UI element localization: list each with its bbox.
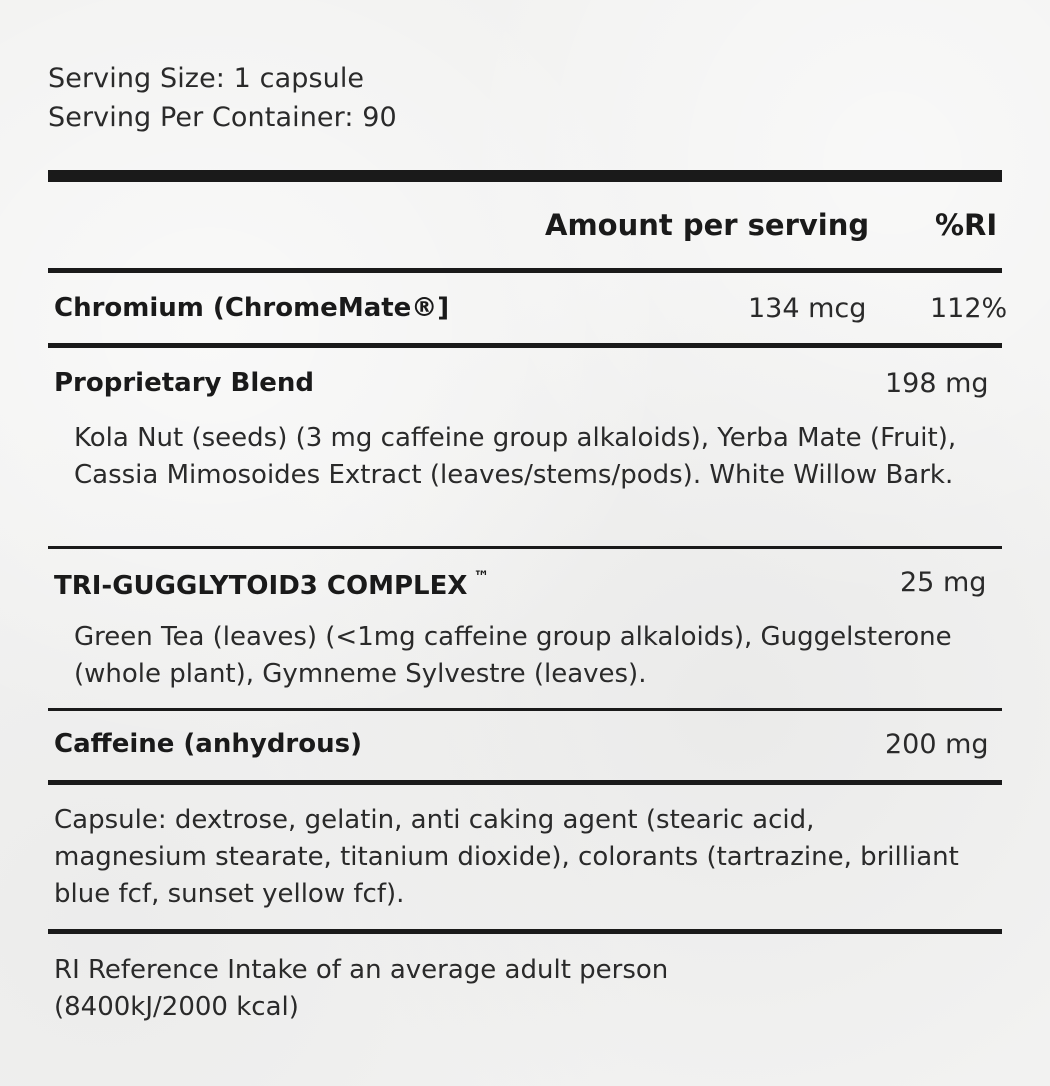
serving-size: Serving Size: 1 capsule [48,63,365,94]
footer-divider [48,929,1002,934]
tri-gugglytoid3-complex-label: TRI-GUGGLYTOID3 COMPLEX [54,571,468,601]
chromium-ri-percent: 112% [930,293,1008,324]
chromium-name: Chromium (ChromeMate®] [54,293,450,323]
tri-gugglytoid3-complex-amount: 25 mg [900,567,987,598]
caffeine-amount: 200 mg [885,729,989,760]
amount-per-serving-header: Amount per serving [545,208,870,242]
caffeine-name: Caffeine (anhydrous) [54,729,362,759]
ri-percent-header: %RI [935,208,998,242]
header-row-divider [48,268,1002,273]
servings-per-container: Serving Per Container: 90 [48,102,397,133]
capsule-ingredients: Capsule: dextrose, gelatin, anti caking agent (stearic acid, magnesium stearate, titanium dioxide), colorants (tartrazine, brilliant blue fcf, sunset yellow fcf). [54,805,959,909]
row-divider [48,708,1002,711]
row-divider [48,546,1002,549]
tri-gugglytoid3-complex-name [54,567,489,601]
proprietary-blend-ingredients: Kola Nut (seeds) (3 mg caffeine group alkaloids), Yerba Mate (Fruit), Cassia Mimosoides Extract (leaves/stems/pods). White Willow Bark. [74,423,957,490]
tri-gugglytoid3-complex-ingredients: Green Tea (leaves) (<1mg caffeine group alkaloids), Guggelsterone (whole plant), Gymneme Sylvestre (leaves). [74,622,952,689]
chromium-amount: 134 mcg [748,293,867,324]
row-divider [48,343,1002,348]
row-divider [48,780,1002,785]
proprietary-blend-name: Proprietary Blend [54,368,314,398]
proprietary-blend-amount: 198 mg [885,368,989,399]
header-divider-thick [48,170,1002,182]
trademark-symbol: ™ [473,567,490,586]
reference-intake-footnote: RI Reference Intake of an average adult person (8400kJ/2000 kcal) [54,955,669,1022]
